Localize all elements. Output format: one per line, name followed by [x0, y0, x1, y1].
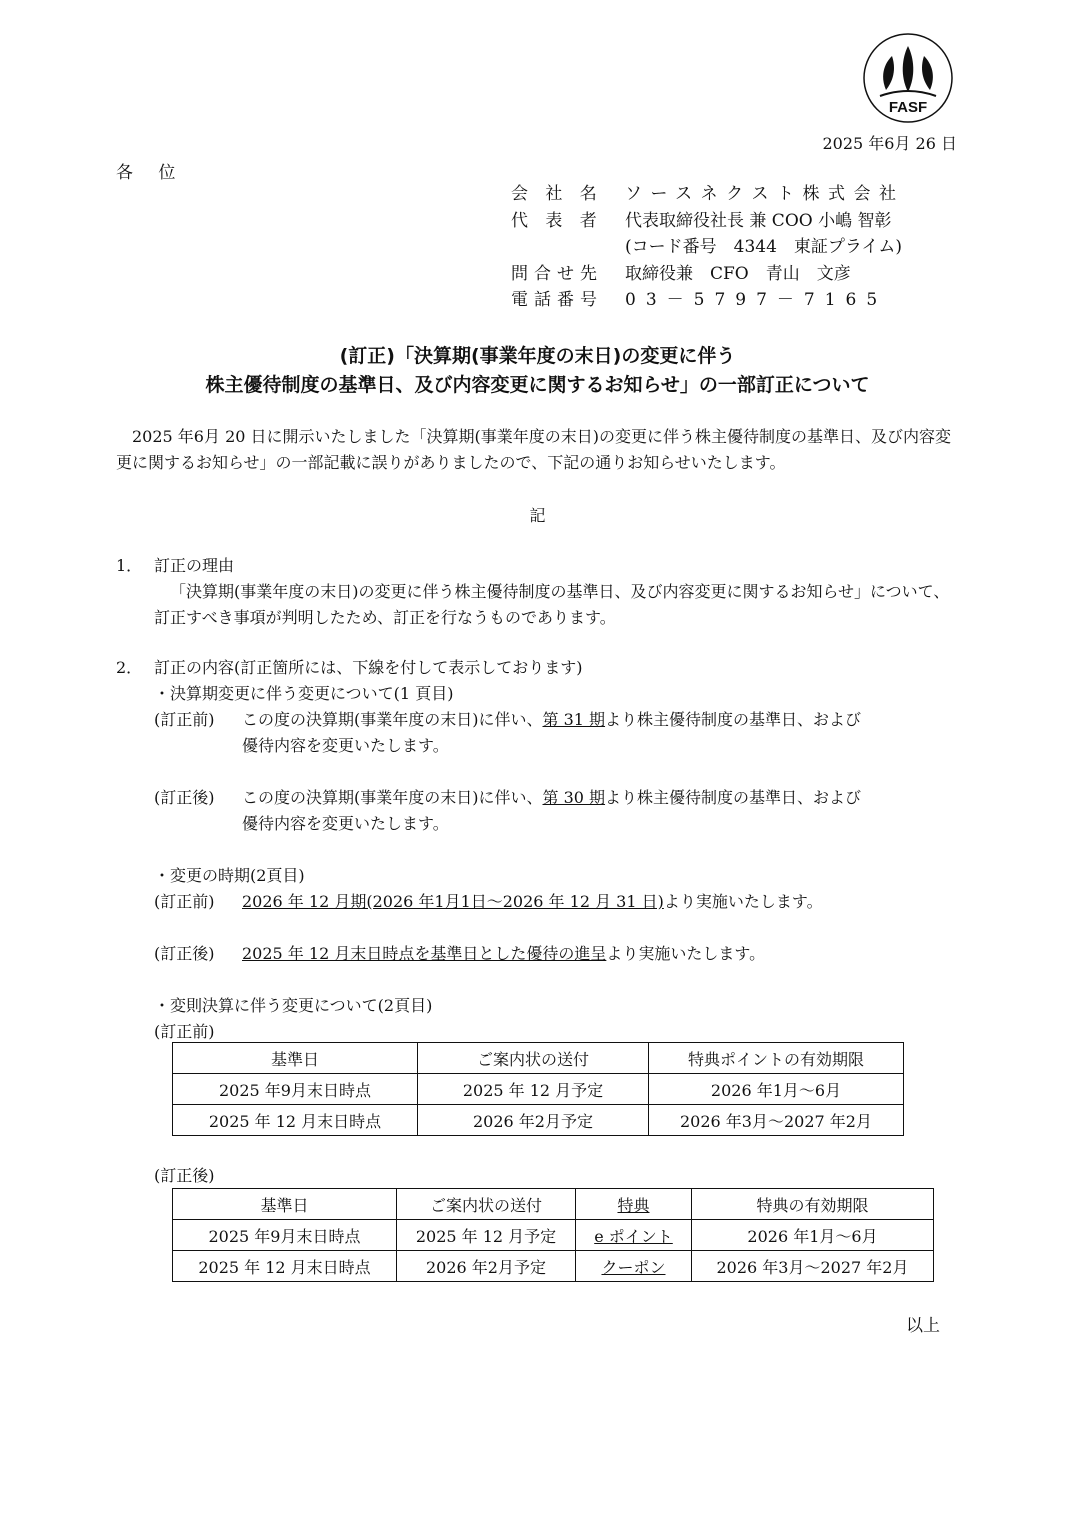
representative-label: 代 表 者	[511, 210, 603, 231]
phone-label: 電話番号	[511, 290, 603, 310]
section-2-number: 2．	[116, 658, 143, 677]
company-name-value: ソースネクスト株式会社	[625, 184, 905, 204]
section-1-number: 1．	[116, 556, 143, 575]
table-row	[173, 1105, 904, 1136]
item-1-before-line2: 優待内容を変更いたします。	[242, 736, 449, 755]
code-row	[511, 234, 950, 261]
contact-row	[511, 261, 950, 288]
table-header-cell: ご案内状の送付	[397, 1189, 576, 1220]
item-1-after-post: より株主優待制度の基準日、および	[605, 788, 862, 807]
title-line-1: (訂正)「決算期(事業年度の末日)の変更に伴う	[339, 345, 736, 367]
intro-text: 2025 年6月 20 日に開示いたしました「決算期(事業年度の末日)の変更に伴う株主優待制度の基準日、及び内容変更に関するお知らせ」の一部記載に誤りがありましたので、下記の通りお知らせいたします。	[116, 427, 952, 472]
table-cell-underline: e ポイント	[594, 1226, 673, 1246]
table-cell: 2026 年1月～6月	[649, 1074, 904, 1105]
item-1-before-pre: この度の決算期(事業年度の末日)に伴い、	[242, 710, 543, 729]
table-header-row	[173, 1189, 934, 1220]
item-1-before	[154, 707, 944, 759]
document-title	[0, 342, 1075, 400]
intro-paragraph	[116, 424, 961, 476]
representative-row	[511, 208, 950, 235]
item-2-before	[154, 889, 944, 915]
table-cell: 2026 年1月～6月	[692, 1220, 934, 1251]
table-header-cell: 特典ポイントの有効期限	[649, 1043, 904, 1074]
item-3-title: ・変則決算に伴う変更について(2頁目)	[154, 996, 433, 1015]
table-header-cell: 基準日	[173, 1043, 418, 1074]
table-cell: 2025 年9月末日時点	[173, 1220, 397, 1251]
contact-value: 取締役兼 CFO 青山 文彦	[625, 263, 851, 284]
item-1-after	[154, 785, 944, 837]
section-1-body-text: 「決算期(事業年度の末日)の変更に伴う株主優待制度の基準日、及び内容変更に関するお知らせ」について、訂正すべき事項が判明したため、訂正を行なうものであります。	[154, 582, 950, 627]
table-header-underline: 特典	[617, 1195, 650, 1215]
item-2-before-label: (訂正前)	[154, 892, 215, 911]
logo-text: FASF	[888, 99, 928, 116]
company-name-row	[511, 181, 950, 208]
item-1-before-label: (訂正前)	[154, 710, 215, 729]
table-cell: 2026 年3月～2027 年2月	[649, 1105, 904, 1136]
item-1-after-line2: 優待内容を変更いたします。	[242, 814, 449, 833]
section-2-heading: 訂正の内容(訂正箇所には、下線を付して表示しております)	[154, 658, 583, 677]
table-row	[173, 1251, 934, 1282]
company-name-label: 会 社 名	[511, 184, 603, 204]
phone-row	[511, 287, 950, 314]
ki-mark: 記	[529, 506, 546, 525]
table-row	[173, 1074, 904, 1105]
code-value: (コード番号 4344 東証プライム)	[625, 237, 903, 257]
representative-value: 代表取締役社長 兼 COO 小嶋 智彰	[625, 210, 892, 231]
item-2-after-post: より実施いたします。	[606, 944, 766, 963]
table-cell: 2025 年 12 月予定	[397, 1220, 576, 1251]
table-cell: 2025 年 12 月予定	[418, 1074, 649, 1105]
closing-mark: 以上	[906, 1316, 940, 1336]
table-cell	[576, 1251, 692, 1282]
item-1-title: ・決算期変更に伴う変更について(1 頁目)	[154, 684, 454, 703]
table-cell: 2026 年2月予定	[397, 1251, 576, 1282]
table-row	[173, 1220, 934, 1251]
table-header-cell	[576, 1189, 692, 1220]
table-cell: 2025 年9月末日時点	[173, 1074, 418, 1105]
table-cell: 2025 年 12 月末日時点	[173, 1105, 418, 1136]
table-header-cell: ご案内状の送付	[418, 1043, 649, 1074]
code-label	[511, 234, 625, 261]
item-2-after-label: (訂正後)	[154, 944, 215, 963]
item-2-title: ・変更の時期(2頁目)	[154, 866, 305, 885]
item-1-after-underline: 第 30 期	[542, 788, 606, 807]
table-cell	[576, 1220, 692, 1251]
document-date: 2025 年6月 26 日	[822, 134, 957, 153]
phone-value: 03－5797－7165	[625, 290, 888, 310]
section-2	[116, 655, 961, 681]
table-header-cell: 基準日	[173, 1189, 397, 1220]
contact-label: 問合せ先	[511, 263, 603, 284]
item-3-before-label: (訂正前)	[154, 1022, 215, 1041]
table-cell: 2025 年 12 月末日時点	[173, 1251, 397, 1282]
item-2-after	[154, 941, 944, 967]
item-1-after-label: (訂正後)	[154, 788, 215, 807]
company-info	[511, 181, 950, 314]
item-2-after-underline: 2025 年 12 月末日時点を基準日とした優待の進呈	[242, 944, 607, 963]
table-header-cell: 特典の有効期限	[692, 1189, 934, 1220]
section-1-body	[154, 579, 961, 631]
title-line-2: 株主優待制度の基準日、及び内容変更に関するお知らせ」の一部訂正について	[205, 374, 870, 396]
before-table	[172, 1042, 904, 1136]
table-cell-underline: クーポン	[601, 1257, 666, 1277]
item-3-after-label: (訂正後)	[154, 1166, 215, 1185]
item-1-before-underline: 第 31 期	[542, 710, 606, 729]
after-table	[172, 1188, 934, 1282]
item-2-before-post: より実施いたします。	[663, 892, 823, 911]
item-1-before-post: より株主優待制度の基準日、および	[605, 710, 862, 729]
item-1-after-pre: この度の決算期(事業年度の末日)に伴い、	[242, 788, 543, 807]
table-cell: 2026 年2月予定	[418, 1105, 649, 1136]
fasf-logo	[862, 32, 954, 124]
item-2-before-underline: 2026 年 12 月期(2026 年1月1日～2026 年 12 月 31 日)	[242, 892, 664, 911]
table-header-row	[173, 1043, 904, 1074]
addressee: 各 位	[116, 163, 186, 183]
table-cell: 2026 年3月～2027 年2月	[692, 1251, 934, 1282]
section-1	[116, 553, 961, 631]
section-1-heading: 訂正の理由	[154, 556, 235, 575]
